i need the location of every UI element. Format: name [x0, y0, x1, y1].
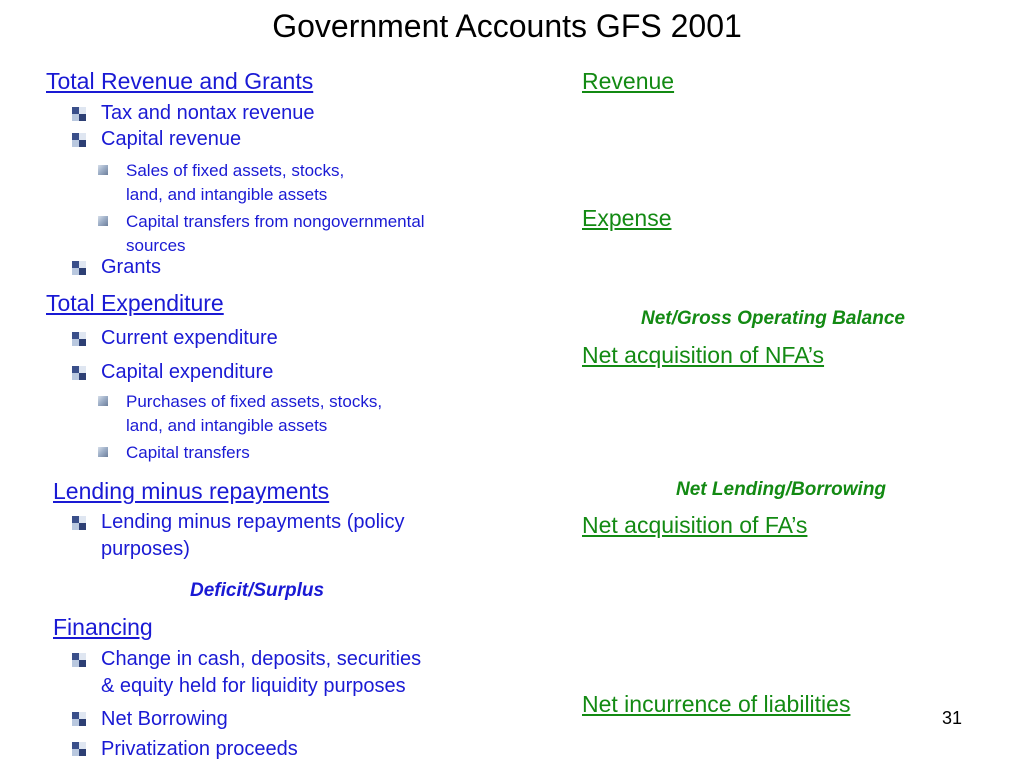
- square-bullet-icon: [72, 653, 86, 667]
- lending-policy-purposes-item: Lending minus repayments (policy purposes): [101, 511, 405, 560]
- net-acquisition-nfa-heading[interactable]: Net acquisition of NFA’s: [582, 342, 825, 368]
- square-bullet-icon: [72, 712, 86, 726]
- total-revenue-heading[interactable]: Total Revenue and Grants: [46, 68, 314, 94]
- net-lending-borrowing-label: Net Lending/Borrowing: [676, 479, 887, 500]
- small-square-bullet-icon: [98, 165, 108, 175]
- deficit-surplus-label: Deficit/Surplus: [190, 580, 325, 601]
- square-bullet-icon: [72, 332, 86, 346]
- change-in-cash-item: Change in cash, deposits, securities & equity held for liquidity purposes: [101, 648, 422, 697]
- capital-revenue-item: Capital revenue: [101, 128, 242, 150]
- capital-expenditure-item: Capital expenditure: [101, 361, 274, 383]
- capital-transfers-nongov-subitem: Capital transfers from nongovernmental sources: [126, 212, 425, 255]
- square-bullet-icon: [72, 516, 86, 530]
- page-number: 31: [942, 708, 963, 728]
- net-incurrence-liabilities-heading[interactable]: Net incurrence of liabilities: [582, 691, 851, 717]
- square-bullet-icon: [72, 133, 86, 147]
- grants-item: Grants: [101, 256, 162, 278]
- small-square-bullet-icon: [98, 396, 108, 406]
- net-acquisition-fa-heading[interactable]: Net acquisition of FA’s: [582, 512, 808, 538]
- tax-nontax-revenue-item: Tax and nontax revenue: [101, 102, 315, 124]
- small-square-bullet-icon: [98, 447, 108, 457]
- capital-transfers-subitem: Capital transfers: [126, 443, 250, 462]
- current-expenditure-item: Current expenditure: [101, 327, 278, 349]
- net-gross-operating-balance-label: Net/Gross Operating Balance: [641, 308, 905, 329]
- square-bullet-icon: [72, 261, 86, 275]
- purchases-fixed-assets-subitem: Purchases of fixed assets, stocks, land, and intangible assets: [126, 392, 383, 435]
- revenue-heading[interactable]: Revenue: [582, 68, 675, 94]
- lending-minus-repayments-heading[interactable]: Lending minus repayments: [53, 478, 330, 504]
- expense-heading[interactable]: Expense: [582, 205, 672, 231]
- square-bullet-icon: [72, 742, 86, 756]
- page-title: Government Accounts GFS 2001: [272, 8, 742, 44]
- net-borrowing-item: Net Borrowing: [101, 708, 228, 730]
- small-square-bullet-icon: [98, 216, 108, 226]
- square-bullet-icon: [72, 107, 86, 121]
- financing-heading[interactable]: Financing: [53, 614, 153, 640]
- privatization-proceeds-item: Privatization proceeds: [101, 738, 298, 760]
- sales-fixed-assets-subitem: Sales of fixed assets, stocks, land, and intangible assets: [126, 161, 345, 204]
- total-expenditure-heading[interactable]: Total Expenditure: [46, 290, 224, 316]
- square-bullet-icon: [72, 366, 86, 380]
